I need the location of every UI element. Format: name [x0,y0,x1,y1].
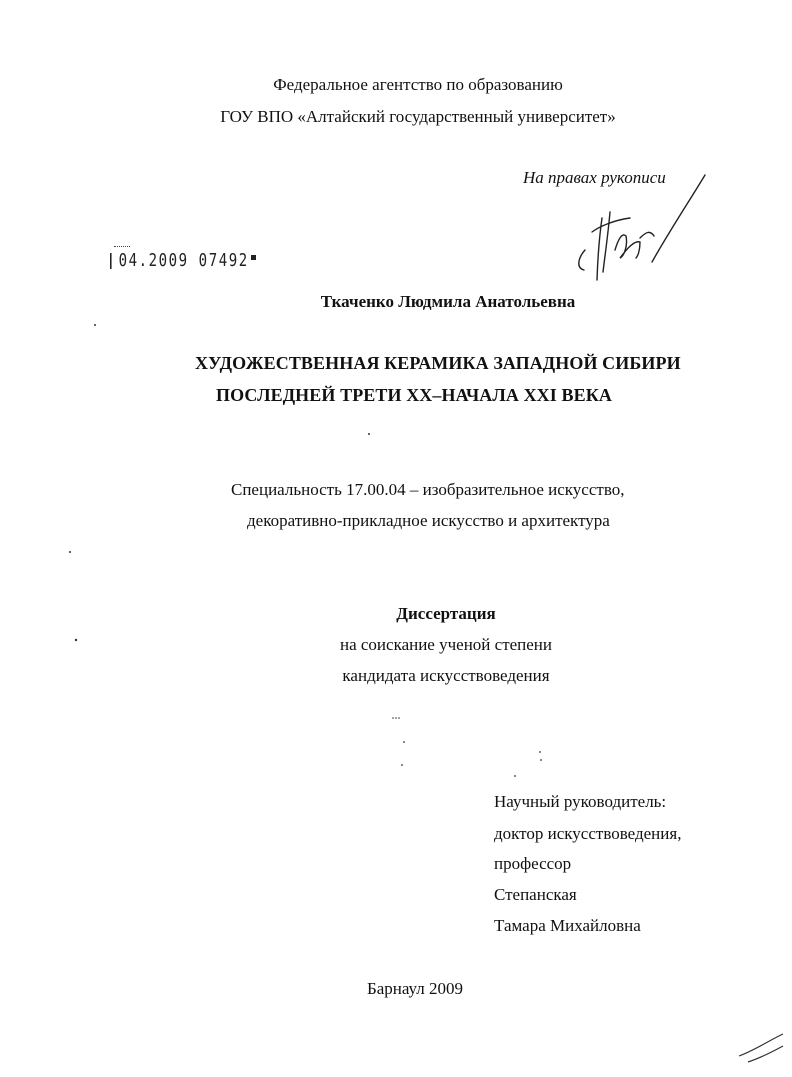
supervisor-degree: доктор искусствоведения, [494,824,682,843]
specialty-line-2: декоративно-прикладное искусство и архитектура [247,511,610,530]
specialty-line-1: Специальность 17.00.04 – изобразительное искусство, [231,480,625,499]
agency-name: Федеральное агентство по образованию [273,75,563,94]
supervisor-given-names: Тамара Михайловна [494,916,641,935]
manuscript-note: На правах рукописи [523,168,666,187]
dissertation-title-line-2: ПОСЛЕДНЕЙ ТРЕТИ XX–НАЧАЛА XXI ВЕКА [216,385,612,405]
supervisor-rank: профессор [494,854,572,873]
supervisor-surname: Степанская [494,885,577,904]
city-year: Барнаул 2009 [366,979,464,998]
dissertation-title-line-1: ХУДОЖЕСТВЕННАЯ КЕРАМИКА ЗАПАДНОЙ СИБИРИ [195,353,681,373]
university-name: ГОУ ВПО «Алтайский государственный университет» [220,107,616,126]
degree-line-1: на соискание ученой степени [339,635,553,654]
supervisor-label: Научный руководитель: [494,792,667,811]
author-name: Ткаченко Людмила Анатольевна [320,292,576,311]
registration-stamp: 04.2009 07492 [110,250,249,271]
document-type-heading: Диссертация [396,604,496,623]
degree-line-2: кандидата искусствоведения [342,666,550,685]
